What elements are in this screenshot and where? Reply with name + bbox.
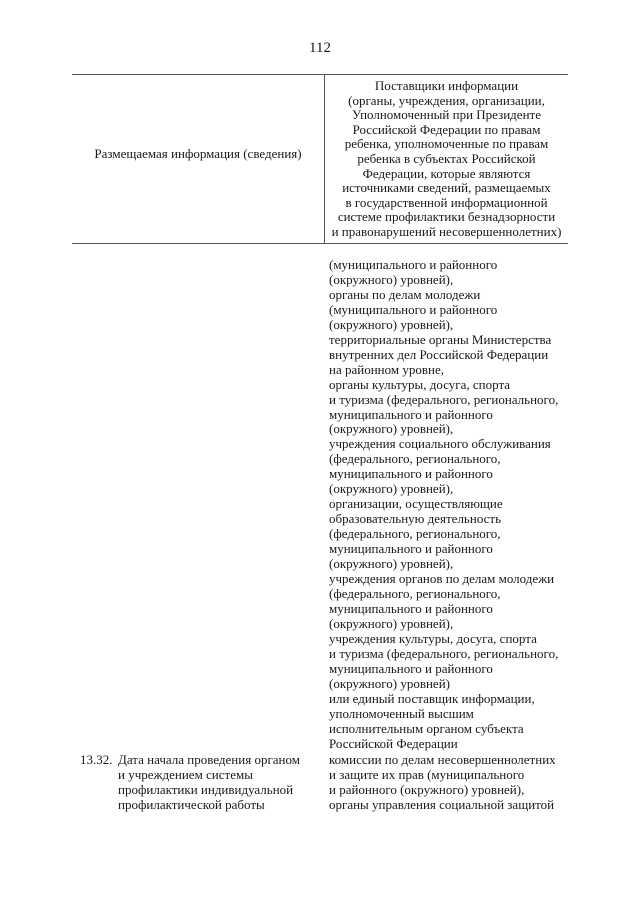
- description-line: и учреждением системы: [118, 767, 253, 782]
- supplier-line: (окружного) уровней),: [329, 271, 454, 287]
- supplier-line: образовательную деятельность: [329, 511, 502, 527]
- supplier-line: учреждения органов по делам молодежи: [329, 571, 555, 587]
- supplier-line: внутренних дел Российской Федерации: [329, 346, 549, 362]
- supplier-line: учреждения культуры, досуга, спорта: [329, 630, 537, 646]
- header-suppliers-line: Уполномоченный при Президенте: [352, 107, 541, 123]
- header-column-suppliers: [325, 79, 568, 240]
- header-suppliers-line: и правонарушений несовершеннолетних): [331, 223, 562, 239]
- supplier-line: муниципального и районного: [329, 406, 493, 422]
- description-line: профилактической работы: [118, 797, 265, 812]
- supplier-line: муниципального и районного: [329, 466, 493, 482]
- header-suppliers-line: ребенка, уполномоченные по правам: [344, 136, 549, 152]
- supplier-line: органы культуры, досуга, спорта: [329, 376, 511, 392]
- row-description: [118, 752, 300, 812]
- header-suppliers-line: Российской Федерации по правам: [352, 121, 541, 137]
- supplier-line: (федерального, регионального,: [329, 526, 501, 542]
- continued-suppliers-cell: [329, 258, 558, 751]
- supplier-line: муниципального и районного: [329, 600, 493, 616]
- supplier-line: учреждения социального обслуживания: [329, 436, 551, 452]
- supplier-line: уполномоченный высшим: [329, 705, 474, 721]
- header-suppliers-line: Федерации, которые являются: [362, 165, 531, 181]
- header-suppliers-line: системе профилактики безнадзорности: [337, 209, 556, 225]
- supplier-line: муниципального и районного: [329, 541, 493, 557]
- supplier-line: муниципального и районного: [329, 660, 493, 676]
- header-suppliers-line: в государственной информационной: [345, 194, 548, 210]
- supplier-line: и туризма (федерального, регионального,: [329, 645, 559, 661]
- description-line: профилактики индивидуальной: [118, 782, 294, 797]
- supplier-line: (муниципального и районного: [329, 257, 498, 272]
- supplier-line: (окружного) уровней),: [329, 556, 454, 572]
- supplier-line: (окружного) уровней): [329, 675, 450, 691]
- supplier-line: и районного (окружного) уровней),: [329, 782, 525, 797]
- supplier-line: органы управления социальной защитой: [329, 797, 555, 812]
- supplier-line: или единый поставщик информации,: [329, 690, 535, 706]
- supplier-line: (окружного) уровней),: [329, 421, 454, 437]
- supplier-line: (окружного) уровней),: [329, 481, 454, 497]
- row-suppliers: [329, 752, 556, 812]
- supplier-line: комиссии по делам несовершеннолетних: [329, 752, 556, 767]
- supplier-line: органы по делам молодежи: [329, 286, 481, 302]
- supplier-line: (федерального, регионального,: [329, 451, 501, 467]
- supplier-line: (муниципального и районного: [329, 301, 498, 317]
- header-suppliers-line: источниками сведений, размещаемых: [342, 180, 551, 196]
- supplier-line: (федерального, регионального,: [329, 585, 501, 601]
- supplier-line: организации, осуществляющие: [329, 496, 503, 512]
- supplier-line: территориальные органы Министерства: [329, 331, 552, 347]
- header-suppliers-line: ребенка в субъектах Российской: [357, 150, 536, 166]
- supplier-line: и защите их прав (муниципального: [329, 767, 525, 782]
- supplier-line: (окружного) уровней),: [329, 615, 454, 631]
- row-number: 13.32.: [80, 752, 113, 767]
- table-top-rule: [72, 74, 568, 75]
- supplier-line: исполнительным органом субъекта: [329, 720, 524, 736]
- description-line: Дата начала проведения органом: [118, 752, 300, 767]
- header-column-info: Размещаемая информация (сведения): [94, 146, 302, 161]
- supplier-line: Российской Федерации: [329, 735, 458, 751]
- header-suppliers-line: (органы, учреждения, организации,: [348, 92, 545, 108]
- supplier-line: на районном уровне,: [329, 361, 444, 377]
- header-suppliers-line: Поставщики информации: [374, 78, 519, 93]
- page-number: 112: [309, 40, 331, 56]
- table-header-bottom-rule: [72, 243, 568, 244]
- supplier-line: и туризма (федерального, регионального,: [329, 391, 559, 407]
- supplier-line: (окружного) уровней),: [329, 316, 454, 332]
